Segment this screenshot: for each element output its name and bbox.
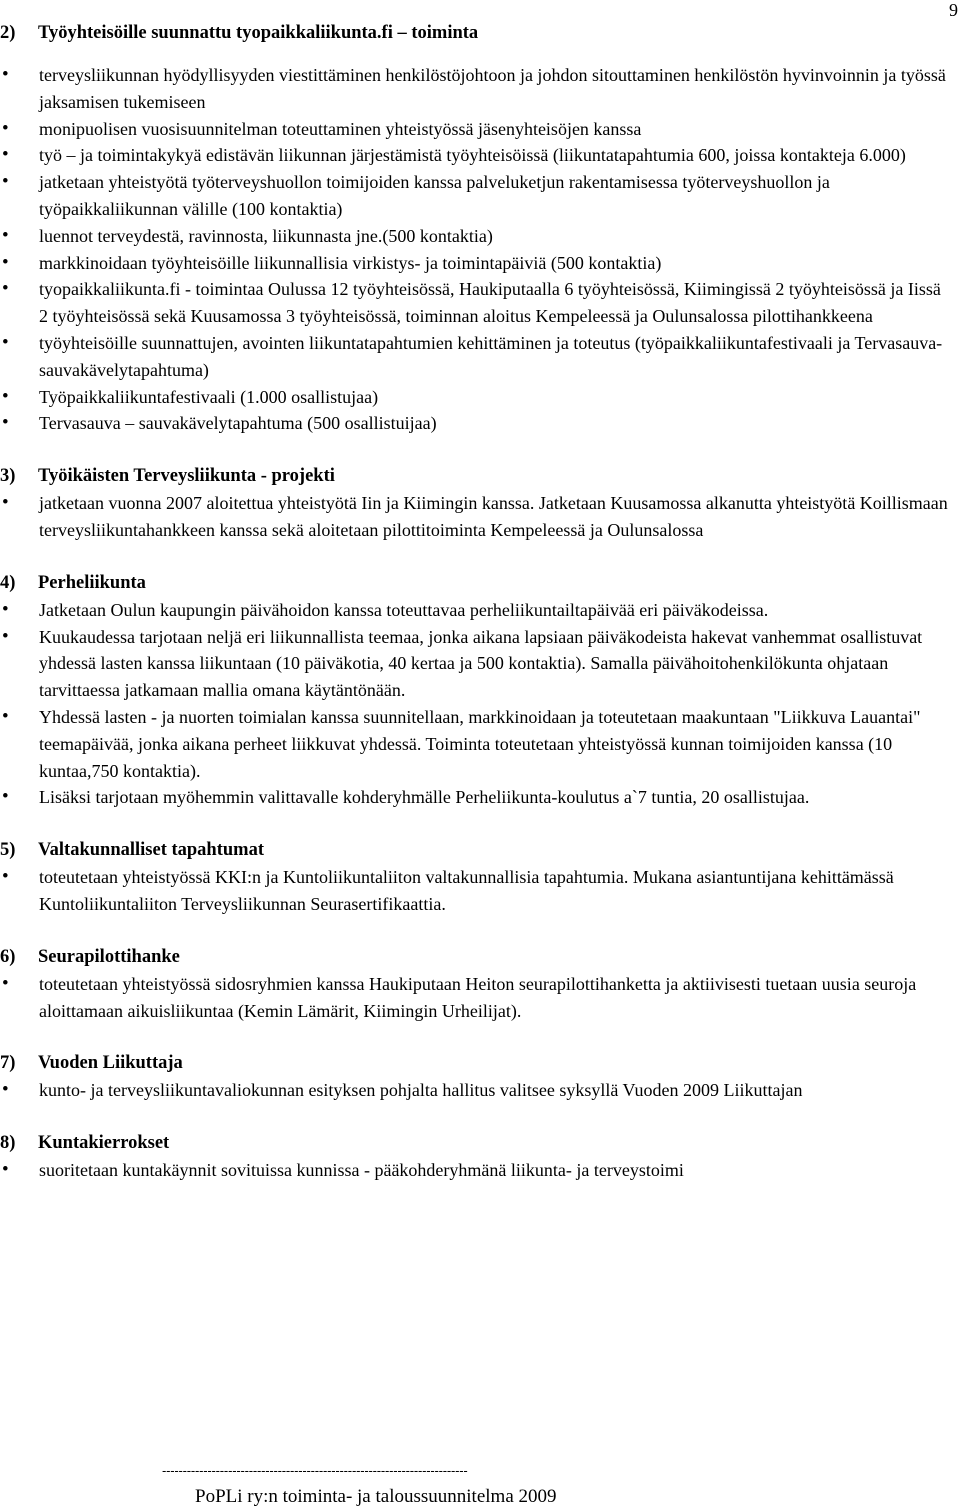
list-item: • Lisäksi tarjotaan myöhemmin valittavalle kohderyhmälle Perheliikunta-koulutus a`7 tuntia, 20 osallistujaa. xyxy=(0,784,948,811)
list-item: • suoritetaan kuntakäynnit sovituissa kunnissa - pääkohderyhmänä liikunta- ja terveystoimi xyxy=(0,1157,948,1184)
section-title: Työyhteisöille suunnattu tyopaikkaliikunta.fi – toiminta xyxy=(38,23,479,43)
section-7 xyxy=(0,1050,948,1104)
list-item: • terveysliikunnan hyödyllisyyden viestittäminen henkilöstöjohtoon ja johdon sitouttaminen henkilöstön hyvinvoinnin ja työssä jaksamisen tukemiseen xyxy=(0,62,948,116)
list-item: • toteutetaan yhteistyössä sidosryhmien kanssa Haukiputaan Heiton seurapilottihanketta ja aktiivisesti tuetaan uusia seuroja aloittamaan aikuisliikuntaa (Kemin Lämärit, Kiimingin Urheilijat). xyxy=(0,971,948,1025)
section-4 xyxy=(0,570,948,811)
list-item: • jatketaan yhteistyötä työterveyshuollon toimijoiden kanssa palveluketjun rakentamisessa työterveyshuollon ja työpaikkaliikunnan välille (100 kontaktia) xyxy=(0,169,948,223)
section-number: 3) xyxy=(0,466,16,487)
list-item: • Kuukaudessa tarjotaan neljä eri liikunnallista teemaa, jonka aikana lapsiaan päiväkodeista hakevat vanhemmat osallistuvat yhdessä lasten kanssa liikuntaan (10 päiväkotia, 40 kertaa ja 500 kontaktia). Samalla päivähoitohenkilökunta ohjataan tarvittaessa jatkamaan mallia omana käytäntönään. xyxy=(0,624,948,704)
section-heading xyxy=(0,837,948,864)
section-6 xyxy=(0,944,948,1025)
list-item: • työ – ja toimintakykyä edistävän liikunnan järjestämistä työyhteisöissä (liikuntatapahtumia 600, joissa kontakteja 6.000) xyxy=(0,142,948,169)
section-number: 8) xyxy=(0,1133,16,1154)
section-number: 7) xyxy=(0,1053,16,1074)
section-number: 5) xyxy=(0,840,16,861)
bullet-list xyxy=(0,490,948,544)
section-8 xyxy=(0,1130,948,1184)
list-item: • työyhteisöille suunnattujen, avointen liikuntatapahtumien kehittäminen ja toteutus (työpaikkaliikuntafestivaali ja Tervasauva- sauvakävelytapahtuma) xyxy=(0,330,948,384)
section-title: Työikäisten Terveysliikunta - projekti xyxy=(38,466,335,487)
section-2 xyxy=(0,20,948,437)
bullet-list xyxy=(0,62,948,437)
list-item: • Tervasauva – sauvakävelytapahtuma (500 osallistuijaa) xyxy=(0,410,948,437)
bullet-list xyxy=(0,597,948,811)
section-title: Valtakunnalliset tapahtumat xyxy=(38,840,264,861)
list-item: • tyopaikkaliikunta.fi - toimintaa Oulussa 12 työyhteisössä, Haukiputaalla 6 työyhteisössä, Kiimingissä 2 työyhteisössä ja Iissä 2 työyhteisössä sekä Kuusamossa 3 työyhteisössä, toiminnan aloitus Kempeleessä ja Oulunsalossa pilottihankkeena xyxy=(0,276,948,330)
section-heading xyxy=(0,944,948,971)
page-number: 9 xyxy=(949,0,958,20)
section-number: 4) xyxy=(0,572,16,593)
section-title: Perheliikunta xyxy=(38,572,146,593)
section-heading xyxy=(0,570,948,597)
footer-text: PoPLi ry:n toiminta- ja taloussuunnitelma 2009 xyxy=(195,1486,557,1507)
section-title: Kuntakierrokset xyxy=(38,1133,170,1154)
section-number: 2) xyxy=(0,23,16,43)
list-item: • luennot terveydestä, ravinnosta, liikunnasta jne.(500 kontaktia) xyxy=(0,223,948,250)
bullet-list xyxy=(0,864,948,918)
section-heading xyxy=(0,20,948,47)
list-item: • monipuolisen vuosisuunnitelman toteuttaminen yhteistyössä jäsenyhteisöjen kanssa xyxy=(0,116,948,143)
list-item: • Yhdessä lasten - ja nuorten toimialan kanssa suunnitellaan, markkinoidaan ja toteutetaan maakuntaan "Liikkuva Lauantai" teemapäivää, jonka aikana perheet liikkuvat yhdessä. Toiminta toteutetaan yhteistyössä kunnan toimijoiden kanssa (10 kuntaa,750 kontaktia). xyxy=(0,704,948,784)
section-title: Seurapilottihanke xyxy=(38,946,180,967)
section-title: Vuoden Liikuttaja xyxy=(38,1053,183,1074)
section-heading xyxy=(0,1050,948,1077)
document-body xyxy=(0,20,948,1184)
list-item: • markkinoidaan työyhteisöille liikunnallisia virkistys- ja toimintapäiviä (500 kontaktia) xyxy=(0,250,948,277)
bullet-list xyxy=(0,1077,948,1104)
bullet-list xyxy=(0,971,948,1025)
list-item: • Työpaikkaliikuntafestivaali (1.000 osallistujaa) xyxy=(0,384,948,411)
list-item: • kunto- ja terveysliikuntavaliokunnan esityksen pohjalta hallitus valitsee syksyllä Vuoden 2009 Liikuttajan xyxy=(0,1077,948,1104)
section-5 xyxy=(0,837,948,918)
section-number: 6) xyxy=(0,946,16,967)
section-heading xyxy=(0,1130,948,1157)
list-item: • Jatketaan Oulun kaupungin päivähoidon kanssa toteuttavaa perheliikuntailtapäivää eri päiväkodeissa. xyxy=(0,597,948,624)
section-heading xyxy=(0,463,948,490)
list-item: • jatketaan vuonna 2007 aloitettua yhteistyötä Iin ja Kiimingin kanssa. Jatketaan Kuusamossa alkanutta yhteistyötä Koillismaan terveysliikuntahankkeen kanssa sekä aloitetaan pilottitoiminta Kempeleessä ja Oulunsalossa xyxy=(0,490,948,544)
section-3 xyxy=(0,463,948,544)
footer-rule: -------------------------------------------------------------------------- xyxy=(162,1463,468,1478)
bullet-list xyxy=(0,1157,948,1184)
list-item: • toteutetaan yhteistyössä KKI:n ja Kuntoliikuntaliiton valtakunnallisia tapahtumia. Mukana asiantuntijana kehittämässä Kuntoliikuntaliiton Terveysliikunnan Seurasertifikaattia. xyxy=(0,864,948,918)
